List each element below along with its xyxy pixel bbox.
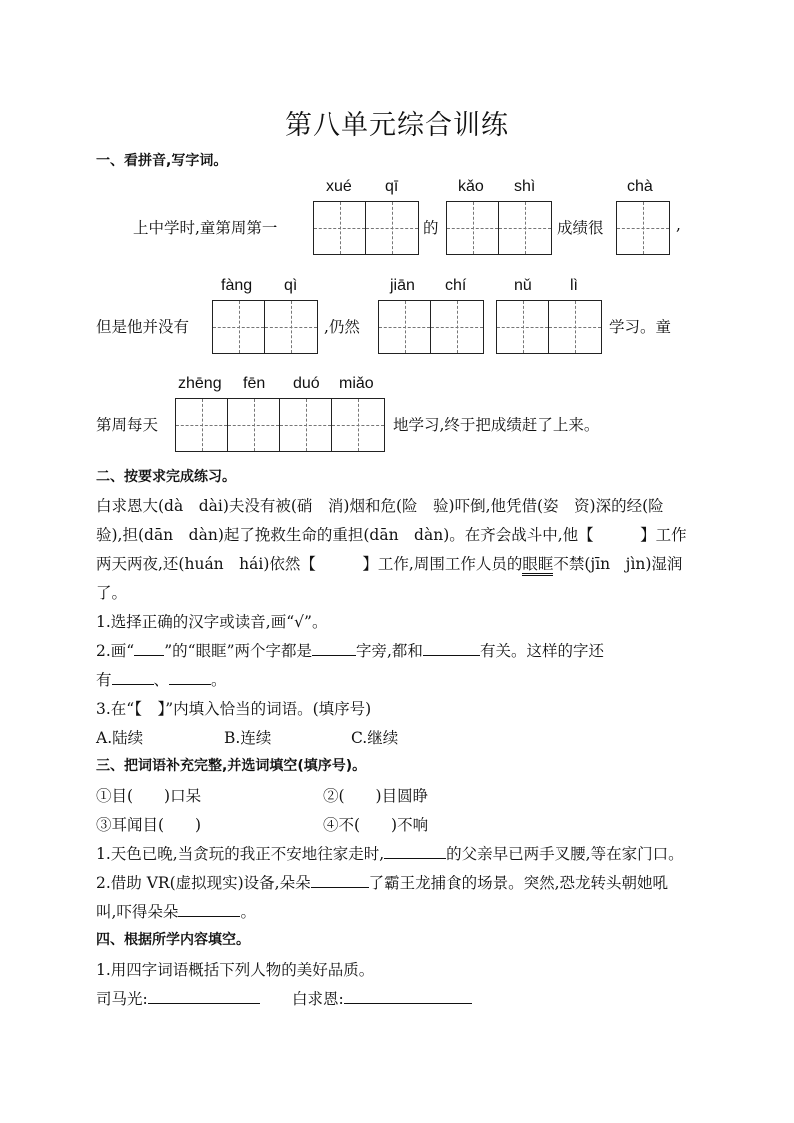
row1-text-b: 的	[423, 219, 439, 237]
row1-text-c: 成绩很	[557, 219, 604, 237]
pinyin-chi: chí	[445, 277, 467, 294]
row3-text-b: 地学习,终于把成绩赶了上来。	[393, 416, 600, 434]
row3-text-a: 第周每天	[96, 416, 159, 434]
section-1-heading: 一、看拼音,写字词。	[96, 153, 228, 169]
row2-text-c: 学习。童	[609, 318, 672, 336]
row1-text-d: ,	[676, 216, 681, 234]
answer-blank[interactable]	[178, 902, 240, 917]
baiqiuen-line: 白求恩:	[292, 987, 472, 1009]
pinyin-kao: kǎo	[458, 178, 484, 195]
pinyin-jian: jiān	[390, 277, 415, 294]
passage-line-2: 验),担(dān dàn)起了挽救生命的重担(dān dàn)。在齐会战斗中,他【 】工作	[96, 526, 687, 544]
passage-line-1: 白求恩大(dà dài)夫没有被(硝 消)烟和危(险 验)吓倒,他凭借(姿 资)深的经(险	[96, 497, 664, 515]
answer-blank[interactable]	[312, 641, 356, 656]
page-title: 第八单元综合训练	[285, 110, 509, 141]
question-2-2: 2.画“ ”的“眼眶”两个字都是 字旁,都和 有关。这样的字还	[96, 642, 604, 660]
writing-grid-fangqi[interactable]	[212, 300, 318, 354]
pinyin-qi: qī	[385, 178, 399, 195]
word-3: ③耳闻目( )	[96, 816, 202, 834]
row1-text-a: 上中学时,童第周第一	[133, 219, 278, 237]
row2-text-a: 但是他并没有	[96, 318, 190, 336]
writing-grid-zhengfenduomiao[interactable]	[175, 398, 385, 452]
answer-blank[interactable]	[311, 873, 369, 888]
answer-blank[interactable]	[112, 670, 154, 685]
pinyin-fang: fàng	[221, 277, 253, 294]
option-c: C.继续	[351, 729, 399, 747]
answer-blank[interactable]	[423, 641, 480, 656]
section-3-heading: 三、把词语补充完整,并选词填空(填序号)。	[96, 758, 367, 774]
writing-grid-kaoshi[interactable]	[446, 201, 552, 255]
writing-grid-cha[interactable]	[616, 201, 670, 255]
pinyin-duo: duó	[293, 375, 320, 392]
pinyin-miao: miǎo	[339, 375, 374, 392]
writing-grid-jianchi[interactable]	[378, 300, 484, 354]
pinyin-nu: nǔ	[514, 277, 532, 294]
section-2-heading: 二、按要求完成练习。	[96, 469, 236, 485]
sentence-3-2: 2.借助 VR(虚拟现实)设备,朵朵 了霸王龙捕食的场景。突然,恐龙转头朝她吼	[96, 874, 669, 892]
writing-grid-nuli[interactable]	[496, 300, 602, 354]
pinyin-li: lì	[570, 277, 578, 294]
pinyin-shi: shì	[514, 178, 536, 195]
sentence-3-2-cont: 叫,吓得朵朵 。	[96, 903, 256, 921]
simaguang-line: 司马光:	[96, 987, 260, 1009]
double-underline-yankuang: 眼眶	[522, 555, 553, 576]
answer-blank[interactable]	[344, 989, 472, 1004]
pinyin-cha: chà	[627, 178, 653, 195]
writing-grid-xueqi[interactable]	[313, 201, 419, 255]
pinyin-fen: fēn	[243, 375, 266, 392]
word-2: ②( )目圆睁	[323, 787, 429, 805]
sentence-3-1: 1.天色已晚,当贪玩的我正不安地往家走时, 的父亲早已两手叉腰,等在家门口。	[96, 845, 684, 863]
passage-line-3: 两天两夜,还(huán hái)依然【 】工作,周围工作人员的眼眶不禁(jīn jìn)湿润	[96, 552, 682, 574]
pinyin-qi2: qì	[284, 277, 298, 294]
question-4-1: 1.用四字词语概括下列人物的美好品质。	[96, 961, 375, 979]
answer-blank[interactable]	[384, 844, 446, 859]
word-4: ④不( )不响	[323, 816, 429, 834]
option-b: B.连续	[224, 729, 272, 747]
question-2-3: 3.在“【 】”内填入恰当的词语。(填序号)	[96, 700, 372, 718]
section-4-heading: 四、根据所学内容填空。	[96, 932, 250, 948]
passage-line-4: 了。	[96, 584, 128, 602]
option-a: A.陆续	[96, 729, 144, 747]
answer-blank[interactable]	[148, 989, 260, 1004]
question-2-1: 1.选择正确的汉字或读音,画“√”。	[96, 613, 328, 631]
question-2-2-cont: 有 、 。	[96, 671, 227, 689]
pinyin-xue: xué	[326, 178, 352, 195]
answer-blank[interactable]	[169, 670, 211, 685]
pinyin-zheng: zhēng	[178, 375, 222, 392]
word-1: ①目( )口呆	[96, 787, 202, 805]
row2-text-b: ,仍然	[324, 318, 360, 336]
